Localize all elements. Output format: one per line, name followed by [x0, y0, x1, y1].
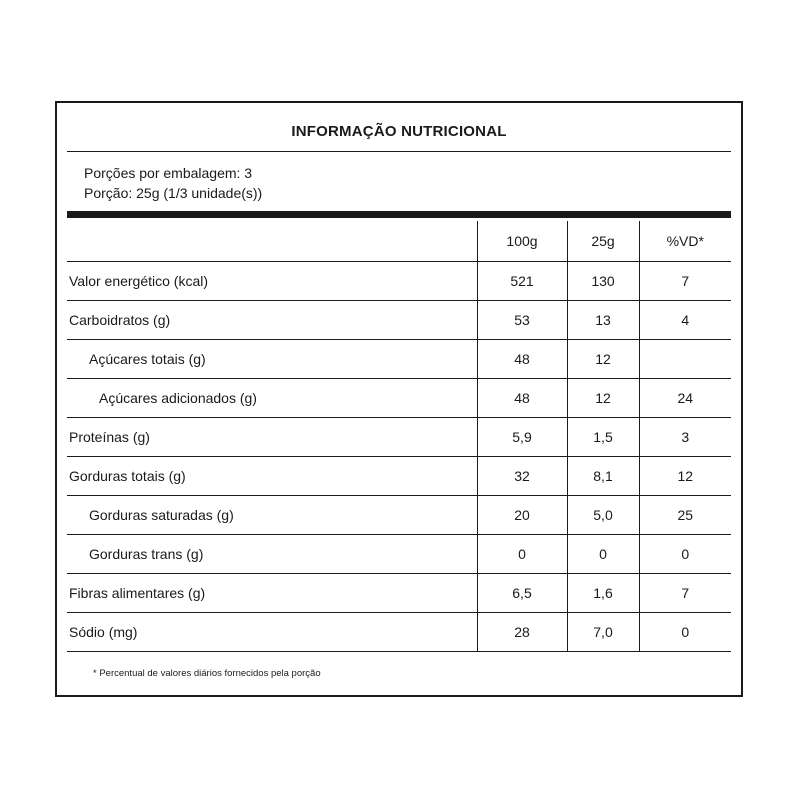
- footnote: * Percentual de valores diários fornecidos pela porção: [93, 668, 321, 679]
- value-100g: 48: [477, 378, 567, 417]
- table-row: [67, 573, 731, 612]
- header-cell-100g: 100g: [477, 221, 567, 261]
- header-cell-name: [67, 221, 477, 261]
- table-row: [67, 417, 731, 456]
- nutrient-name: Gorduras trans (g): [67, 534, 477, 573]
- table-row: [67, 339, 731, 378]
- header-cell-25g: 25g: [567, 221, 639, 261]
- value-vd: 0: [639, 612, 731, 651]
- value-25g: 0: [567, 534, 639, 573]
- nutrient-name: Carboidratos (g): [67, 300, 477, 339]
- value-vd: 3: [639, 417, 731, 456]
- value-25g: 8,1: [567, 456, 639, 495]
- table-row: [67, 534, 731, 573]
- value-25g: 1,5: [567, 417, 639, 456]
- value-vd: 25: [639, 495, 731, 534]
- table-row: [67, 261, 731, 300]
- nutrient-name: Gorduras totais (g): [67, 456, 477, 495]
- nutrient-name: Valor energético (kcal): [67, 261, 477, 300]
- value-100g: 48: [477, 339, 567, 378]
- value-25g: 5,0: [567, 495, 639, 534]
- value-vd: 12: [639, 456, 731, 495]
- thick-divider: [67, 211, 731, 218]
- value-100g: 28: [477, 612, 567, 651]
- title-divider: [67, 151, 731, 152]
- panel-title: INFORMAÇÃO NUTRICIONAL: [291, 123, 507, 140]
- value-25g: 7,0: [567, 612, 639, 651]
- value-25g: 12: [567, 339, 639, 378]
- nutrient-name: Proteínas (g): [67, 417, 477, 456]
- servings-per-package: Porções por embalagem: 3: [84, 165, 253, 181]
- nutrient-name: Gorduras saturadas (g): [67, 495, 477, 534]
- value-vd: 7: [639, 261, 731, 300]
- servings-info: [84, 163, 262, 203]
- value-25g: 1,6: [567, 573, 639, 612]
- value-100g: 20: [477, 495, 567, 534]
- value-vd: 24: [639, 378, 731, 417]
- table-row: [67, 495, 731, 534]
- nutrition-table: [67, 221, 731, 652]
- table-row: [67, 300, 731, 339]
- nutrient-name: Sódio (mg): [67, 612, 477, 651]
- value-25g: 12: [567, 378, 639, 417]
- value-vd: 4: [639, 300, 731, 339]
- value-100g: 0: [477, 534, 567, 573]
- nutrient-name: Açúcares adicionados (g): [67, 378, 477, 417]
- value-25g: 13: [567, 300, 639, 339]
- serving-size: Porção: 25g (1/3 unidade(s)): [84, 185, 263, 201]
- value-vd: 0: [639, 534, 731, 573]
- value-100g: 32: [477, 456, 567, 495]
- nutrition-facts-panel: [55, 101, 743, 697]
- value-25g: 130: [567, 261, 639, 300]
- nutrient-name: Fibras alimentares (g): [67, 573, 477, 612]
- value-100g: 6,5: [477, 573, 567, 612]
- value-100g: 521: [477, 261, 567, 300]
- value-vd: [639, 339, 731, 378]
- table-header-row: [67, 221, 731, 261]
- value-vd: 7: [639, 573, 731, 612]
- table-row: [67, 378, 731, 417]
- header-cell-vd: %VD*: [639, 221, 731, 261]
- table-row: [67, 612, 731, 651]
- table-row: [67, 456, 731, 495]
- value-100g: 5,9: [477, 417, 567, 456]
- nutrient-name: Açúcares totais (g): [67, 339, 477, 378]
- value-100g: 53: [477, 300, 567, 339]
